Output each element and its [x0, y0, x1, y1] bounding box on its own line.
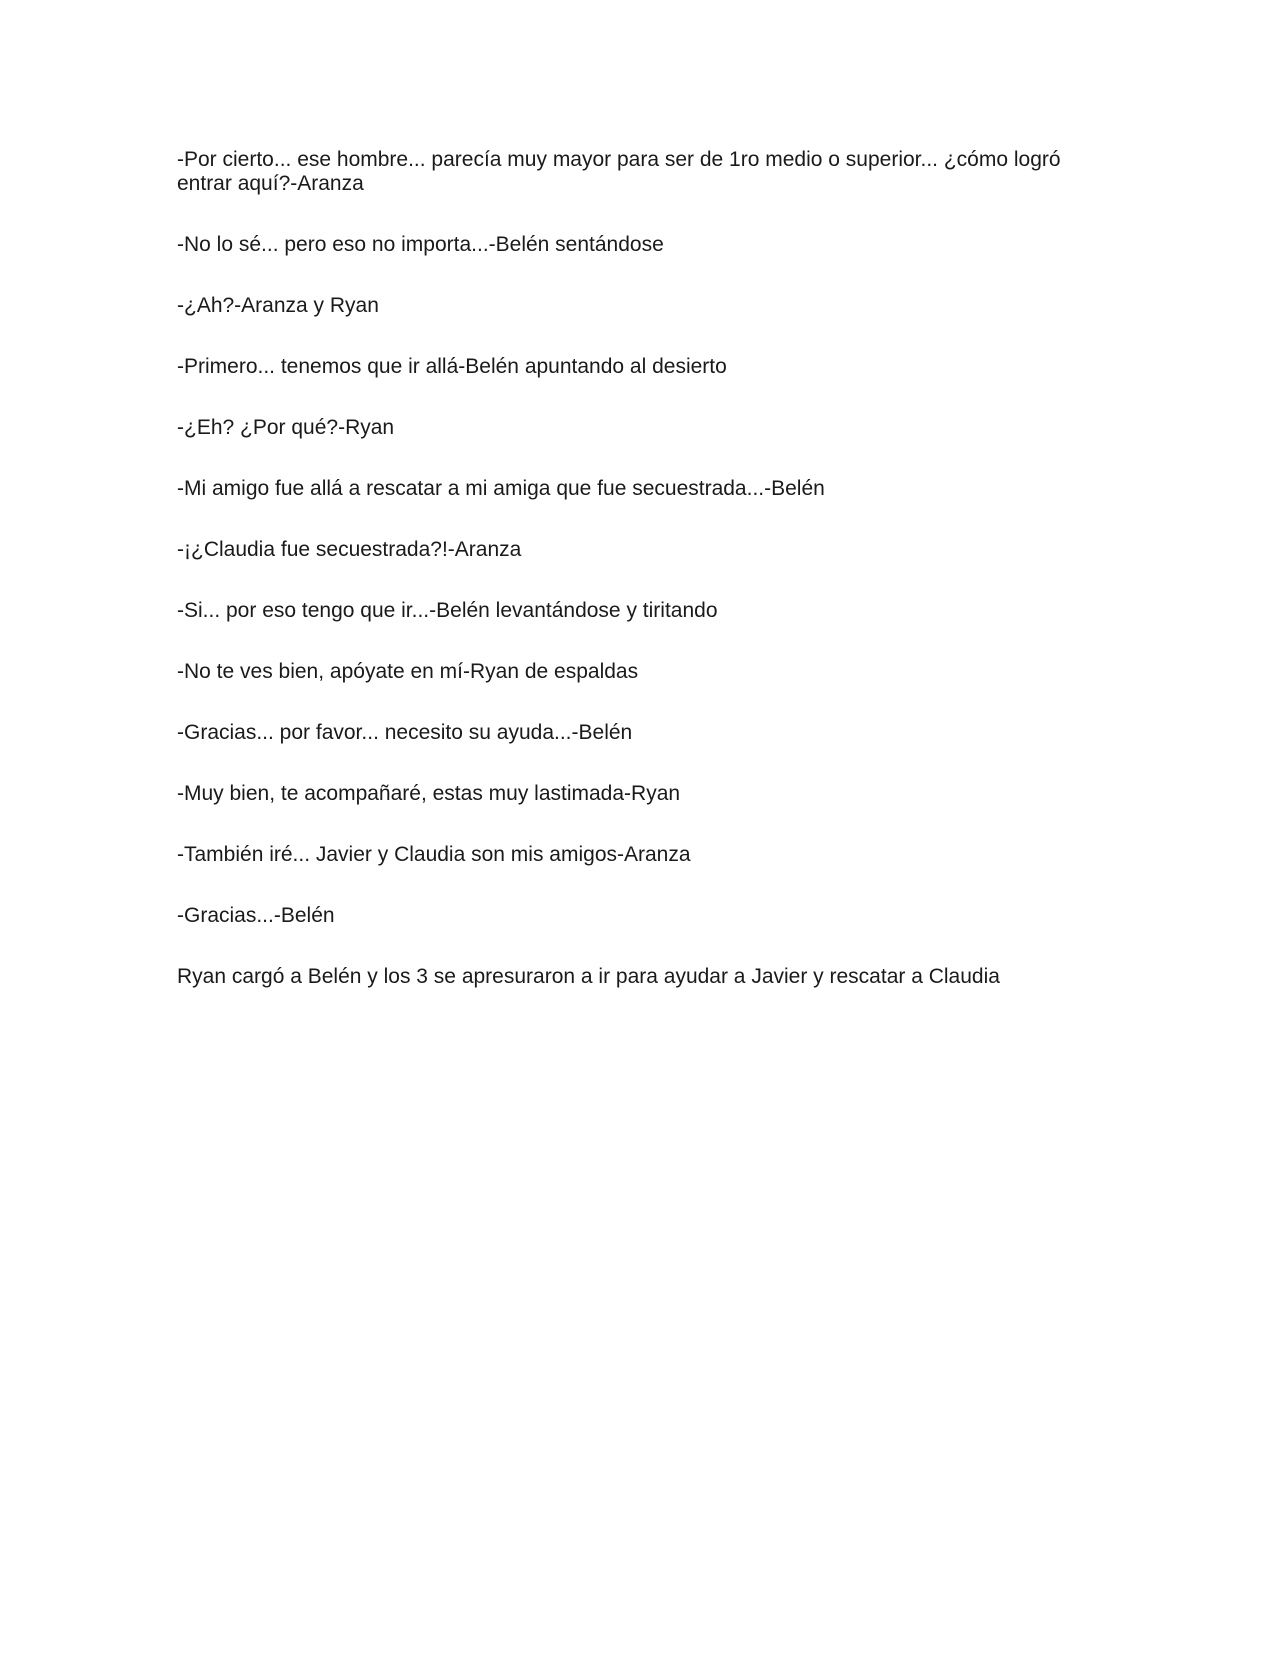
paragraph: -Primero... tenemos que ir allá-Belén apuntando al desierto [177, 355, 727, 378]
paragraph: -No lo sé... pero eso no importa...-Belén sentándose [177, 233, 664, 256]
paragraph: -Gracias... por favor... necesito su ayuda...-Belén [177, 721, 633, 744]
paragraph: Ryan cargó a Belén y los 3 se apresuraron a ir para ayudar a Javier y rescatar a Claudia [177, 965, 1000, 988]
document-body [177, 148, 1077, 1026]
paragraph: -¿Eh? ¿Por qué?-Ryan [177, 416, 395, 439]
paragraph: -También iré... Javier y Claudia son mis amigos-Aranza [177, 843, 691, 866]
paragraph: -No te ves bien, apóyate en mí-Ryan de espaldas [177, 660, 639, 683]
paragraph: -¿Ah?-Aranza y Ryan [177, 294, 379, 317]
paragraph: -¡¿Claudia fue secuestrada?!-Aranza [177, 538, 522, 561]
paragraph: -Mi amigo fue allá a rescatar a mi amiga que fue secuestrada...-Belén [177, 477, 825, 500]
paragraph: -Muy bien, te acompañaré, estas muy lastimada-Ryan [177, 782, 681, 805]
paragraph: -Gracias...-Belén [177, 904, 335, 927]
paragraph: -Por cierto... ese hombre... parecía muy mayor para ser de 1ro medio o superior... ¿cómo logró entrar aquí?-Aranza [177, 148, 1061, 195]
paragraph: -Si... por eso tengo que ir...-Belén levantándose y tiritando [177, 599, 718, 622]
